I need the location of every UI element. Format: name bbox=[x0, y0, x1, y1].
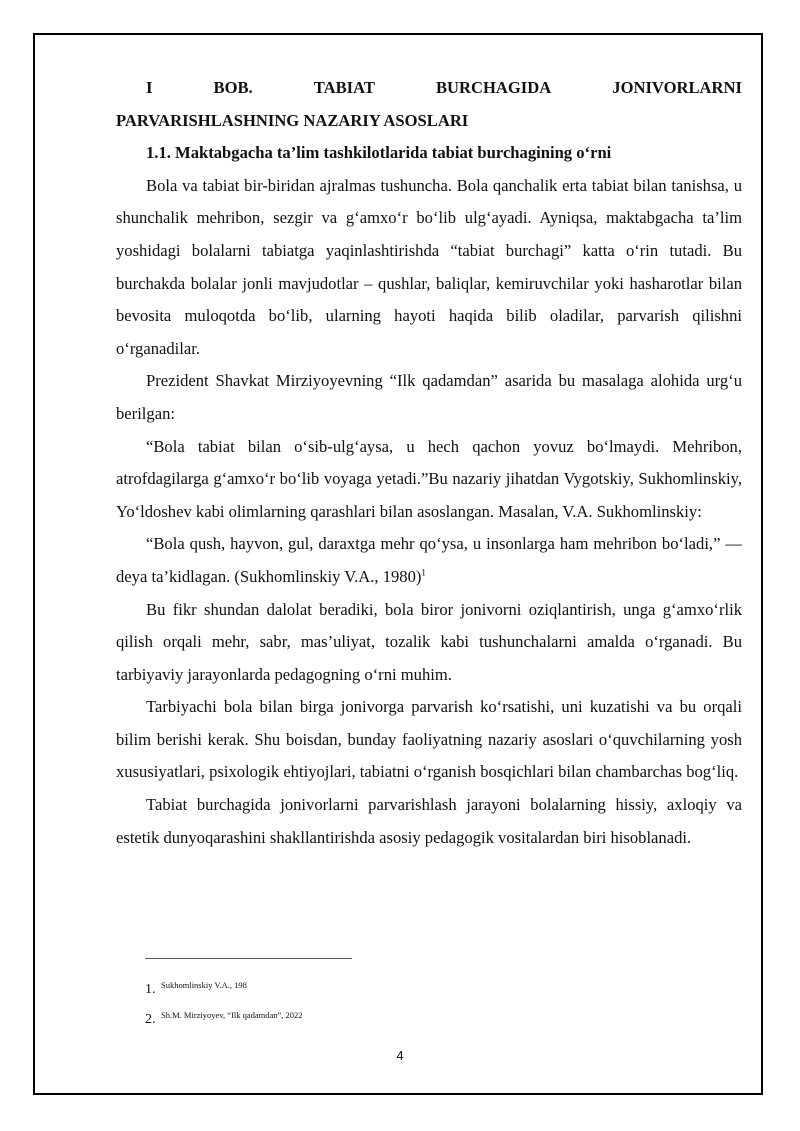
paragraph: Tabiat burchagida jonivorlarni parvarishlash jarayoni bolalarning hissiy, axloqiy va estetik dunyoqarashini shakllantirishda asosiy pedagogik vositalardan biri hisoblanadi. bbox=[116, 795, 742, 847]
paragraph: “Bola tabiat bilan o‘sib-ulg‘aysa, u hech qachon yovuz bo‘lmaydi. Mehribon, atrofdagilarga g‘amxo‘r bo‘lib voyaga yetadi.”Bu nazariy jihatdan Vygotskiy, Sukhomlinskiy, Yo‘ldoshev kabi olimlarning qarashlari bilan asoslangan. Masalan, V.A. Sukhomlinskiy: bbox=[116, 436, 742, 521]
paragraph: Bola va tabiat bir-biridan ajralmas tushuncha. Bola qanchalik erta tabiat bilan tanishsa, u shunchalik mehribon, sezgir va g‘amxo‘r bo‘lib ulg‘ayadi. Ayniqsa, maktabgacha ta’lim yoshidagi bolalarni tabiatga yaqinlashtirishda “tabiat burchagi” katta o‘rin tutadi. Bu burchakda bolalar jonli mavjudotlar – qushlar, baliqlar, kemiruvchilar yoki hasharotlar bilan bevosita muloqotda bo‘lib, ularning hayoti haqida bilib oladilar, parvarish qilishni o‘rganadilar. bbox=[116, 175, 742, 358]
chapter-word: BURCHAGIDA bbox=[435, 78, 552, 97]
footnote-text: Sukhomlinskiy V.A., 198 bbox=[161, 980, 247, 990]
footnote-item bbox=[145, 1007, 545, 1037]
footnote-number: 2. bbox=[145, 1012, 156, 1027]
section-title: 1.1. Maktabgacha ta’lim tashkilotlarida tabiat burchagining o‘rni bbox=[146, 143, 612, 163]
document-body bbox=[116, 72, 742, 854]
page-number: 4 bbox=[396, 1048, 404, 1063]
chapter-word: JONIVORLARNI bbox=[612, 78, 742, 97]
paragraph: Prezident Shavkat Mirziyoyevning “Ilk qadamdan” asarida bu masalaga alohida urg‘u berilgan: bbox=[116, 371, 742, 423]
footnote-text: Sh.M. Mirziyoyev, “Ilk qadamdan”, 2022 bbox=[161, 1010, 303, 1020]
footnotes bbox=[145, 977, 545, 1037]
footnote-item bbox=[145, 977, 545, 1007]
paragraph-text: “Bola qush, hayvon, gul, daraxtga mehr qo‘ysa, u insonlarga ham mehribon bo‘ladi,” — deya ta’kidlagan. (Sukhomlinskiy V.A., 1980) bbox=[116, 534, 742, 586]
paragraph-with-footnote bbox=[116, 528, 742, 593]
chapter-word: I bbox=[146, 78, 153, 97]
footnote-reference[interactable]: 1 bbox=[421, 567, 426, 578]
chapter-title-line-1 bbox=[116, 72, 742, 105]
chapter-title-line-2: PARVARISHLASHNING NAZARIY ASOSLARI bbox=[116, 110, 469, 130]
chapter-title bbox=[116, 72, 742, 137]
paragraph: Tarbiyachi bola bilan birga jonivorga parvarish ko‘rsatishi, uni kuzatishi va bu orqali bilim berishi kerak. Shu boisdan, bunday faoliyatning nazariy asoslari o‘quvchilarning yosh xususiyatlari, psixologik ehtiyojlari, tabiatni o‘rganish bosqichlari bilan chambarchas bog‘liq. bbox=[116, 697, 742, 782]
footnote-number: 1. bbox=[145, 982, 156, 997]
footnote-separator bbox=[145, 958, 352, 959]
chapter-word: BOB. bbox=[213, 78, 253, 97]
paragraph: Bu fikr shundan dalolat beradiki, bola biror jonivorni oziqlantirish, unga g‘amxo‘rlik qilish orqali mehr, sabr, mas’uliyat, tozalik kabi tushunchalarni amalda o‘rganadi. Bu tarbiyaviy jarayonlarda pedagogning o‘rni muhim. bbox=[116, 599, 742, 684]
chapter-word: TABIAT bbox=[313, 78, 375, 97]
